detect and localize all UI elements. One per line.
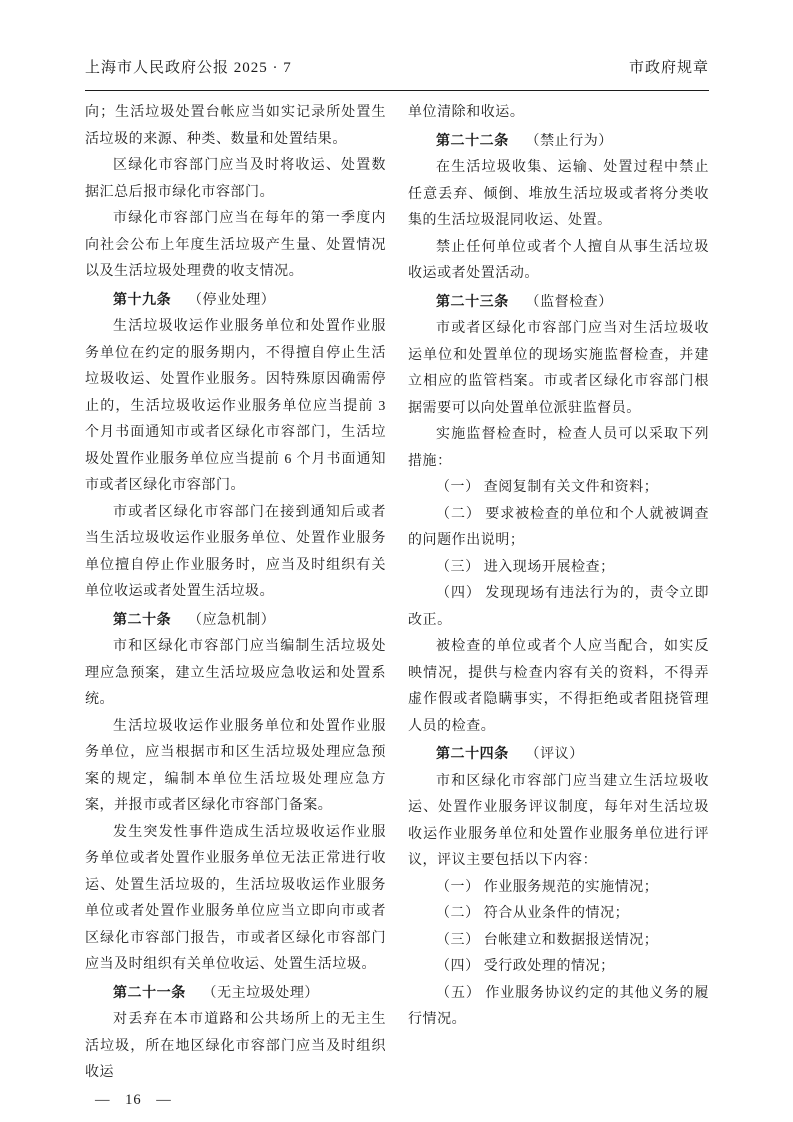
paragraph: （一） 查阅复制有关文件和资料； [436, 480, 659, 495]
article-title: （评议） [525, 747, 584, 762]
document-body [85, 100, 709, 1087]
paragraph: （四） 受行政处理的情况； [436, 959, 615, 974]
paragraph: （三） 进入现场开展检查； [436, 559, 615, 575]
paragraph: 生活垃圾收运作业服务单位和处置作业服务单位在约定的服务期内，不得擅自停止生活垃圾收运、处置作业服务。因特殊原因确需停止的，生活垃圾收运作业服务单位应当提前 3 个月书面通知市或者区绿化市容部门，生活垃圾处置作业服务单位应当提前 6 个月书面通知市或者区绿化市容部门。 [85, 319, 386, 493]
article-heading [408, 740, 709, 769]
paragraph: 发生突发性事件造成生活垃圾收运作业服务单位或者处置作业服务单位无法正常进行收运、处置生活垃圾的，生活垃圾收运作业服务单位或者处置作业服务单位应当立即向市或者区绿化市容部门报告，市或者区绿化市容部门应当及时组织有关单位收运、处置生活垃圾。 [85, 824, 386, 972]
paragraph: 在生活垃圾收集、运输、处置过程中禁止任意丢弃、倾倒、堆放生活垃圾或者将分类收集的生活垃圾混同收运、处置。 [408, 160, 709, 228]
paragraph: （二） 符合从业条件的情况； [436, 906, 630, 921]
article-heading [85, 606, 386, 635]
article-number: 第十九条 [113, 290, 172, 307]
article-heading [85, 286, 386, 315]
paragraph: 市和区绿化市容部门应当建立生活垃圾收运、处置作业服务评议制度，每年对生活垃圾收运作业服务单位和处置作业服务单位进行评议，评议主要包括以下内容： [408, 773, 709, 868]
page-number: — 16 — [95, 1091, 172, 1108]
paragraph: 对丢弃在本市道路和公共场所上的无主生活垃圾，所在地区绿化市容部门应当及时组织收运 [85, 1012, 386, 1080]
article-title: （禁止行为） [525, 133, 613, 149]
paragraph: 实施监督检查时，检查人员可以采取下列措施： [408, 427, 709, 469]
paragraph: 生活垃圾收运作业服务单位和处置作业服务单位，应当根据市和区生活垃圾处理应急预案的规定，编制本单位生活垃圾处理应急方案，并报市或者区绿化市容部门备案。 [85, 718, 386, 813]
article-number: 第二十四条 [436, 745, 509, 761]
paragraph: 市和区绿化市容部门应当编制生活垃圾处理应急预案，建立生活垃圾应急收运和处置系统。 [85, 639, 386, 707]
paragraph: 市或者区绿化市容部门在接到通知后或者当生活垃圾收运作业服务单位、处置作业服务单位擅自停止作业服务时，应当及时组织有关单位收运或者处置生活垃圾。 [85, 504, 386, 599]
right-column [408, 100, 709, 1087]
paragraph: 禁止任何单位或者个人擅自从事生活垃圾收运或者处置活动。 [408, 239, 709, 281]
paragraph: 市绿化市容部门应当在每年的第一季度内向社会公布上年度生活垃圾产生量、处置情况以及生活垃圾处理费的收支情况。 [85, 211, 386, 279]
article-title: （停业处理） [188, 292, 276, 308]
article-number: 第二十条 [113, 610, 172, 627]
article-number: 第二十二条 [436, 131, 509, 148]
left-column [85, 100, 386, 1087]
article-heading [408, 288, 709, 317]
page-footer [85, 1092, 709, 1109]
article-heading [408, 127, 709, 156]
paragraph: （五） 作业服务协议约定的其他义务的履行情况。 [408, 985, 709, 1027]
article-number: 第二十三条 [436, 292, 509, 309]
paragraph: 区绿化市容部门应当及时将收运、处置数据汇总后报市绿化市容部门。 [85, 158, 386, 200]
paragraph: 向；生活垃圾处置台帐应当如实记录所处置生活垃圾的来源、种类、数量和处置结果。 [85, 105, 386, 147]
article-number: 第二十一条 [113, 983, 186, 1000]
article-heading [85, 979, 386, 1008]
paragraph: 单位清除和收运。 [408, 105, 525, 120]
paragraph: （一） 作业服务规范的实施情况； [436, 879, 659, 895]
article-title: （无主垃圾处理） [202, 985, 319, 1001]
paragraph: （二） 要求被检查的单位和个人就被调查的问题作出说明； [408, 506, 709, 548]
page-header [85, 56, 709, 91]
section-label: 市政府规章 [628, 60, 709, 76]
paragraph: （三） 台帐建立和数据报送情况； [436, 932, 659, 948]
article-title: （监督检查） [525, 294, 613, 310]
gazette-title: 上海市人民政府公报 2025 · 7 [85, 60, 292, 76]
paragraph: 被检查的单位或者个人应当配合，如实反映情况，提供与检查内容有关的资料，不得弄虚作假或者隐瞒事实，不得拒绝或者阻挠管理人员的检查。 [408, 639, 709, 734]
article-title: （应急机制） [188, 612, 276, 628]
paragraph: （四） 发现现场有违法行为的，责令立即改正。 [408, 586, 709, 628]
paragraph: 市或者区绿化市容部门应当对生活垃圾收运单位和处置单位的现场实施监督检查，并建立相应的监管档案。市或者区绿化市容部门根据需要可以向处置单位派驻监督员。 [408, 321, 709, 416]
